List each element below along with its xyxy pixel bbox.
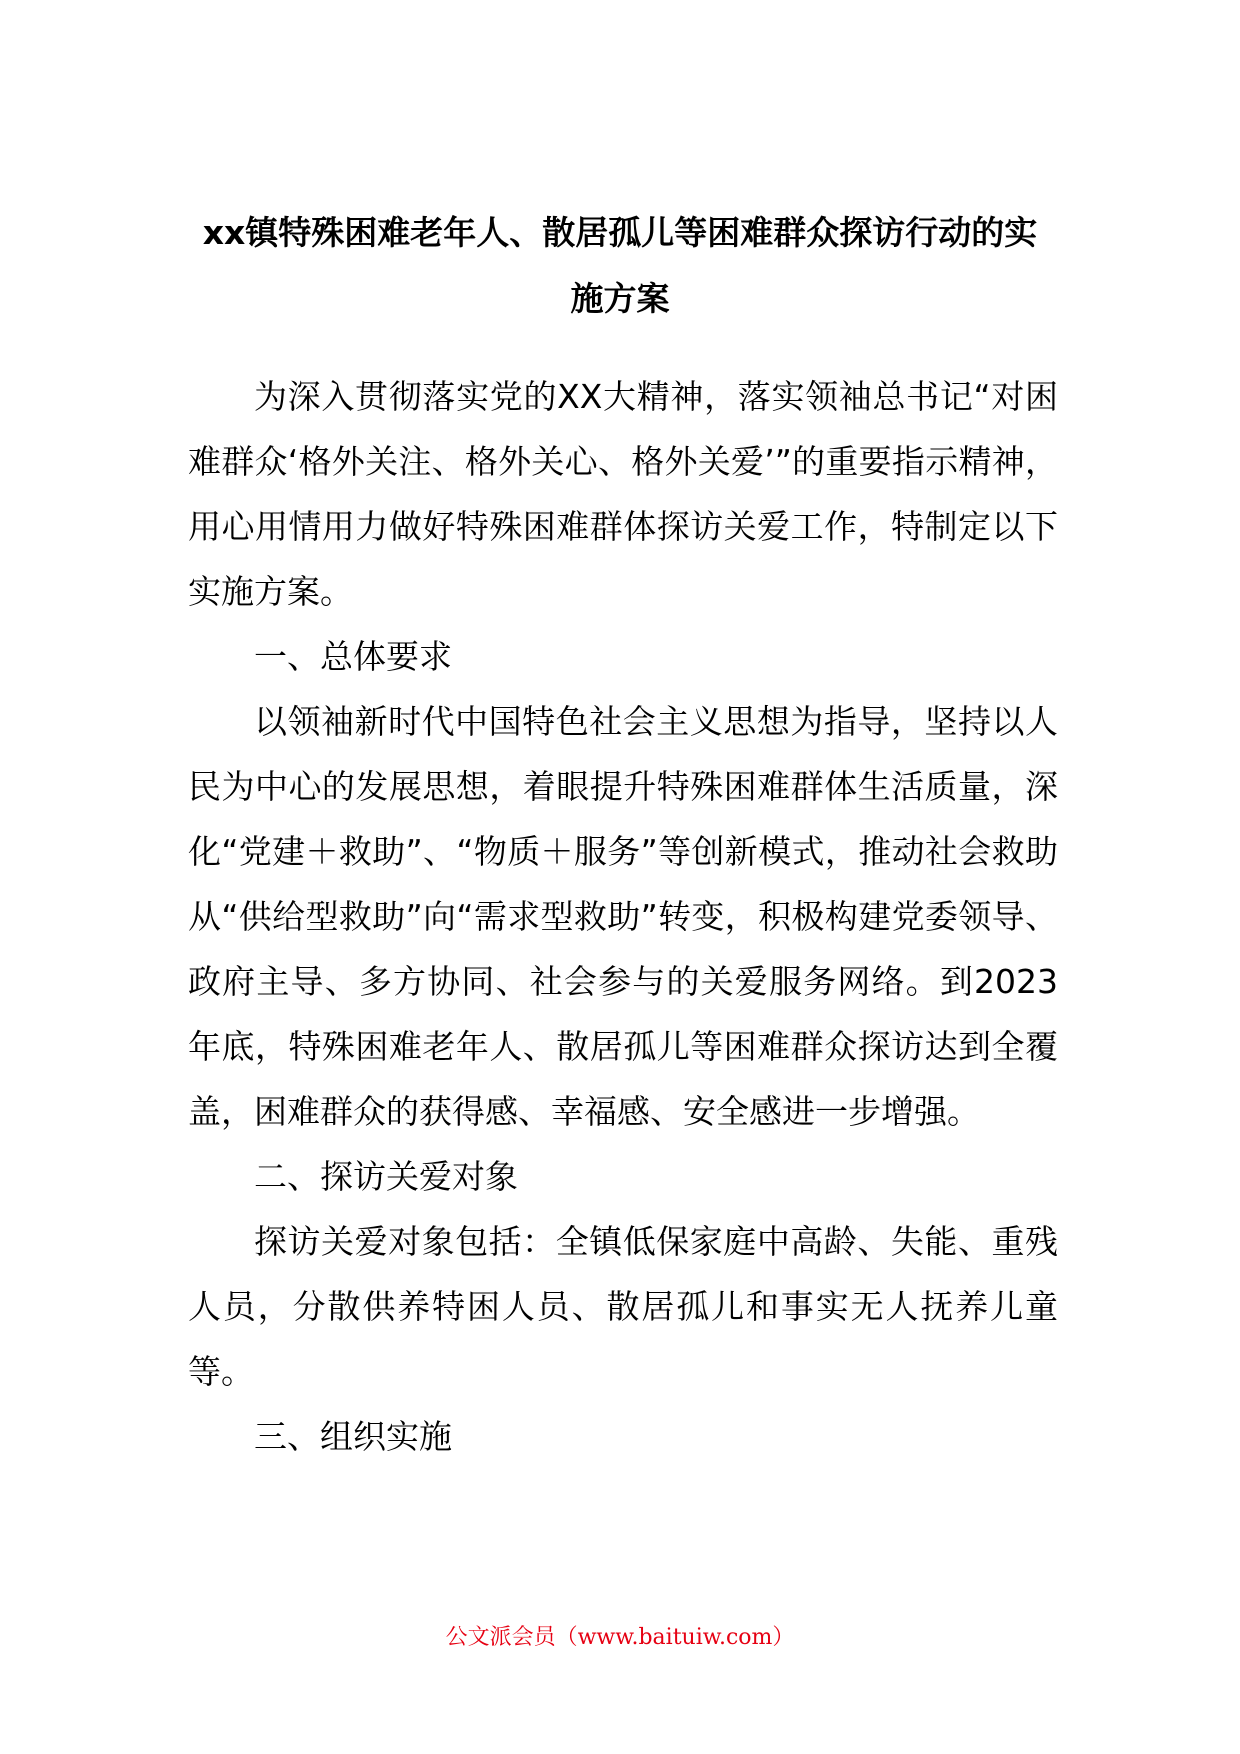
section-1-heading: 一、总体要求 [254, 637, 452, 676]
section-1-paragraph: 以领袖新时代中国特色社会主义思想为指导，坚持以人民为中心的发展思想，着眼提升特殊困难群体生活质量，深化“党建＋救助”、“物质＋服务”等创新模式，推动社会救助从“供给型救助”向“需求型救助”转变，积极构建党委领导、政府主导、多方协同、社会参与的关爱服务网络。到2023年底，特殊困难老年人、散居孤儿等困难群众探访达到全覆盖，困难群众的获得感、幸福感、安全感进一步增强。 [188, 702, 1058, 1131]
intro-paragraph: 为深入贯彻落实党的XX大精神，落实领袖总书记“对困难群众‘格外关注、格外关心、格外关爱’”的重要指示精神，用心用情用力做好特殊困难群体探访关爱工作，特制定以下实施方案。 [188, 377, 1058, 611]
section-3-heading: 三、组织实施 [254, 1417, 452, 1456]
title-line-1: xx镇特殊困难老年人、散居孤儿等困难群众探访行动的实 [202, 213, 1038, 252]
section-2-heading: 二、探访关爱对象 [254, 1157, 518, 1196]
title-line-2: 施方案 [570, 279, 670, 318]
document-title [180, 200, 1060, 332]
document-body [188, 364, 1058, 1469]
footer-watermark: 公文派会员（www.baituiw.com） [445, 1625, 795, 1650]
section-2-paragraph: 探访关爱对象包括：全镇低保家庭中高龄、失能、重残人员，分散供养特困人员、散居孤儿和事实无人抚养儿童等。 [188, 1222, 1058, 1391]
